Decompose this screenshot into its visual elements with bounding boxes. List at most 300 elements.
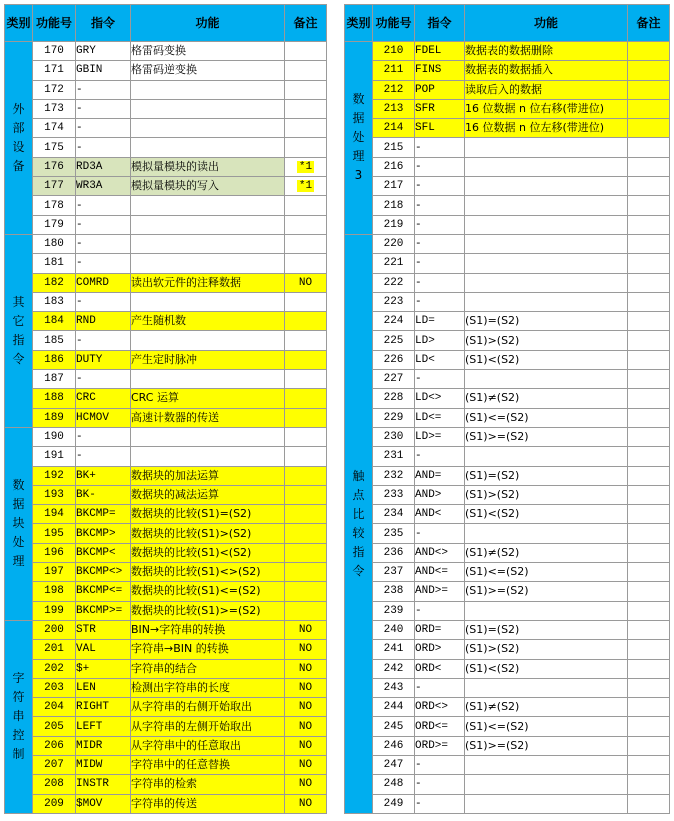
- function-description-cell: 字符串的结合: [131, 659, 285, 678]
- function-number-cell: 190: [33, 427, 76, 446]
- table-row: [5, 601, 327, 620]
- table-row: [5, 582, 327, 601]
- table-row: [345, 698, 670, 717]
- note-cell: [285, 408, 327, 427]
- function-number-cell: 224: [373, 312, 415, 331]
- function-number-cell: 203: [33, 678, 76, 697]
- note-cell: [285, 138, 327, 157]
- function-description-cell: [131, 427, 285, 446]
- note-cell: [628, 292, 670, 311]
- header-number: 功能号: [373, 5, 415, 42]
- instruction-cell: -: [76, 331, 131, 350]
- category-label: 其它指令: [12, 294, 25, 366]
- header-function: 功能: [465, 5, 628, 42]
- function-description-cell: [131, 447, 285, 466]
- table-row: [345, 601, 670, 620]
- instruction-cell: -: [415, 678, 465, 697]
- instruction-cell: AND<>: [415, 543, 465, 562]
- table-row: [345, 736, 670, 755]
- function-description-cell: (S1)>=(S2): [465, 427, 628, 446]
- function-description-cell: (S1)<=(S2): [465, 717, 628, 736]
- instruction-cell: VAL: [76, 640, 131, 659]
- function-number-cell: 204: [33, 698, 76, 717]
- note-cell: NO: [285, 640, 327, 659]
- table-row: [345, 177, 670, 196]
- note-cell: NO: [285, 775, 327, 794]
- function-number-cell: 241: [373, 640, 415, 659]
- table-row: [345, 678, 670, 697]
- header-number: 功能号: [33, 5, 76, 42]
- instruction-cell: LD>=: [415, 427, 465, 446]
- function-description-cell: [465, 755, 628, 774]
- function-description-cell: 模拟量模块的写入: [131, 177, 285, 196]
- table-row: [5, 177, 327, 196]
- function-description-cell: 高速计数器的传送: [131, 408, 285, 427]
- function-description-cell: 数据块的比较(S1)=(S2): [131, 505, 285, 524]
- instruction-cell: -: [76, 80, 131, 99]
- header-instruction: 指令: [415, 5, 465, 42]
- table-row: [345, 80, 670, 99]
- note-marker: *1: [298, 180, 313, 193]
- function-number-cell: 201: [33, 640, 76, 659]
- function-description-cell: 字符串的传送: [131, 794, 285, 813]
- note-cell: [285, 563, 327, 582]
- note-cell: [628, 80, 670, 99]
- note-cell: [285, 505, 327, 524]
- instruction-cell: ORD<: [415, 659, 465, 678]
- table-row: [5, 524, 327, 543]
- instruction-cell: -: [415, 370, 465, 389]
- table-row: [5, 466, 327, 485]
- instruction-cell: WR3A: [76, 177, 131, 196]
- note-cell: [285, 582, 327, 601]
- table-row: [345, 408, 670, 427]
- function-number-cell: 225: [373, 331, 415, 350]
- instruction-cell: -: [415, 601, 465, 620]
- function-description-cell: [465, 215, 628, 234]
- instruction-cell: AND<=: [415, 563, 465, 582]
- instruction-cell: $+: [76, 659, 131, 678]
- table-row: [345, 524, 670, 543]
- table-row: [345, 582, 670, 601]
- table-row: [5, 485, 327, 504]
- table-header-row: [5, 5, 327, 42]
- category-cell: [5, 620, 33, 813]
- function-number-cell: 178: [33, 196, 76, 215]
- instruction-cell: BKCMP<=: [76, 582, 131, 601]
- table-row: [345, 157, 670, 176]
- header-instruction: 指令: [76, 5, 131, 42]
- table-row: [345, 61, 670, 80]
- note-cell: [628, 99, 670, 118]
- category-label: 数据块处理: [12, 478, 25, 569]
- note-cell: [285, 543, 327, 562]
- function-number-cell: 243: [373, 678, 415, 697]
- note-cell: [628, 620, 670, 639]
- table-row: [5, 563, 327, 582]
- function-description-cell: 格雷码逆变换: [131, 61, 285, 80]
- category-label: 触点比较指令: [352, 468, 365, 578]
- function-description-cell: [131, 138, 285, 157]
- note-cell: [285, 427, 327, 446]
- note-cell: NO: [285, 717, 327, 736]
- function-description-cell: 数据表的数据删除: [465, 42, 628, 61]
- table-header-row: [345, 5, 670, 42]
- note-cell: [628, 601, 670, 620]
- table-row: [345, 119, 670, 138]
- instruction-cell: ORD>: [415, 640, 465, 659]
- function-number-cell: 230: [373, 427, 415, 446]
- function-number-cell: 222: [373, 273, 415, 292]
- function-description-cell: [465, 273, 628, 292]
- table-row: [5, 61, 327, 80]
- instruction-cell: RD3A: [76, 157, 131, 176]
- function-description-cell: 读取后入的数据: [465, 80, 628, 99]
- function-number-cell: 220: [373, 234, 415, 253]
- function-number-cell: 245: [373, 717, 415, 736]
- function-number-cell: 244: [373, 698, 415, 717]
- note-cell: [285, 99, 327, 118]
- function-description-cell: (S1)<=(S2): [465, 563, 628, 582]
- note-cell: [285, 466, 327, 485]
- instruction-cell: FINS: [415, 61, 465, 80]
- function-number-cell: 215: [373, 138, 415, 157]
- note-cell: [628, 389, 670, 408]
- function-number-cell: 211: [373, 61, 415, 80]
- table-row: [5, 640, 327, 659]
- function-number-cell: 207: [33, 755, 76, 774]
- function-number-cell: 237: [373, 563, 415, 582]
- note-cell: [285, 234, 327, 253]
- instruction-cell: -: [415, 254, 465, 273]
- function-description-cell: 16 位数据 n 位左移(带进位): [465, 119, 628, 138]
- function-description-cell: 数据表的数据插入: [465, 61, 628, 80]
- function-number-cell: 175: [33, 138, 76, 157]
- note-cell: [628, 273, 670, 292]
- table-row: [5, 794, 327, 813]
- table-row: [5, 620, 327, 639]
- table-row: [5, 119, 327, 138]
- function-description-cell: [131, 80, 285, 99]
- table-row: [345, 196, 670, 215]
- table-row: [345, 427, 670, 446]
- function-description-cell: 检测出字符串的长度: [131, 678, 285, 697]
- function-number-cell: 248: [373, 775, 415, 794]
- table-row: [345, 775, 670, 794]
- note-cell: [285, 312, 327, 331]
- instruction-cell: INSTR: [76, 775, 131, 794]
- function-description-cell: [465, 196, 628, 215]
- instruction-cell: BK+: [76, 466, 131, 485]
- function-number-cell: 180: [33, 234, 76, 253]
- table-row: [345, 466, 670, 485]
- function-number-cell: 199: [33, 601, 76, 620]
- instruction-cell: BKCMP>: [76, 524, 131, 543]
- function-number-cell: 228: [373, 389, 415, 408]
- function-number-cell: 206: [33, 736, 76, 755]
- function-description-cell: [465, 775, 628, 794]
- instruction-cell: LD<: [415, 350, 465, 369]
- table-row: [345, 485, 670, 504]
- instruction-cell: -: [415, 215, 465, 234]
- instruction-cell: MIDW: [76, 755, 131, 774]
- function-description-cell: 模拟量模块的读出: [131, 157, 285, 176]
- note-cell: [628, 119, 670, 138]
- function-description-cell: [465, 678, 628, 697]
- function-description-cell: (S1)≠(S2): [465, 698, 628, 717]
- function-description-cell: 数据块的比较(S1)>(S2): [131, 524, 285, 543]
- instruction-cell: LD<>: [415, 389, 465, 408]
- function-number-cell: 179: [33, 215, 76, 234]
- instruction-cell: -: [415, 177, 465, 196]
- function-number-cell: 192: [33, 466, 76, 485]
- function-number-cell: 249: [373, 794, 415, 813]
- instruction-cell: DUTY: [76, 350, 131, 369]
- table-row: [345, 755, 670, 774]
- function-number-cell: 176: [33, 157, 76, 176]
- function-description-cell: 数据块的减法运算: [131, 485, 285, 504]
- category-cell: [345, 42, 373, 235]
- function-number-cell: 218: [373, 196, 415, 215]
- table-row: [5, 736, 327, 755]
- function-description-cell: 从字符串的左侧开始取出: [131, 717, 285, 736]
- instruction-table-right: [344, 4, 670, 814]
- note-cell: [628, 678, 670, 697]
- table-row: [345, 620, 670, 639]
- function-description-cell: [131, 331, 285, 350]
- note-cell: [628, 447, 670, 466]
- instruction-table-left: [4, 4, 327, 814]
- instruction-cell: -: [415, 234, 465, 253]
- function-description-cell: 16 位数据 n 位右移(带进位): [465, 99, 628, 118]
- instruction-cell: -: [415, 273, 465, 292]
- table-row: [5, 389, 327, 408]
- function-number-cell: 232: [373, 466, 415, 485]
- table-row: [345, 292, 670, 311]
- function-number-cell: 240: [373, 620, 415, 639]
- note-cell: [628, 466, 670, 485]
- note-cell: [628, 331, 670, 350]
- function-number-cell: 183: [33, 292, 76, 311]
- table-row: [5, 755, 327, 774]
- function-description-cell: (S1)=(S2): [465, 466, 628, 485]
- function-number-cell: 216: [373, 157, 415, 176]
- function-description-cell: (S1)>=(S2): [465, 582, 628, 601]
- function-description-cell: (S1)=(S2): [465, 620, 628, 639]
- function-description-cell: (S1)<(S2): [465, 659, 628, 678]
- header-category: 类别: [345, 5, 373, 42]
- function-description-cell: 数据块的加法运算: [131, 466, 285, 485]
- note-cell: [285, 447, 327, 466]
- note-cell: [285, 331, 327, 350]
- function-number-cell: 193: [33, 485, 76, 504]
- function-description-cell: [131, 99, 285, 118]
- function-number-cell: 188: [33, 389, 76, 408]
- note-cell: [628, 196, 670, 215]
- instruction-cell: BKCMP<: [76, 543, 131, 562]
- category-cell: [5, 42, 33, 235]
- note-cell: NO: [285, 736, 327, 755]
- table-row: [345, 138, 670, 157]
- function-number-cell: 194: [33, 505, 76, 524]
- table-row: [5, 196, 327, 215]
- table-row: [5, 775, 327, 794]
- instruction-cell: BK-: [76, 485, 131, 504]
- function-description-cell: [131, 215, 285, 234]
- note-cell: [628, 61, 670, 80]
- function-description-cell: (S1)>(S2): [465, 640, 628, 659]
- instruction-cell: LEN: [76, 678, 131, 697]
- table-row: [5, 505, 327, 524]
- instruction-cell: ORD=: [415, 620, 465, 639]
- function-number-cell: 214: [373, 119, 415, 138]
- note-cell: [285, 254, 327, 273]
- function-number-cell: 233: [373, 485, 415, 504]
- header-function: 功能: [131, 5, 285, 42]
- note-cell: [628, 755, 670, 774]
- function-number-cell: 186: [33, 350, 76, 369]
- function-number-cell: 247: [373, 755, 415, 774]
- note-cell: [628, 157, 670, 176]
- table-row: [5, 292, 327, 311]
- instruction-cell: GRY: [76, 42, 131, 61]
- function-number-cell: 234: [373, 505, 415, 524]
- instruction-cell: STR: [76, 620, 131, 639]
- function-description-cell: 从字符串中的任意取出: [131, 736, 285, 755]
- function-description-cell: 字符串中的任意替换: [131, 755, 285, 774]
- function-description-cell: 读出软元件的注释数据: [131, 273, 285, 292]
- table-row: [5, 659, 327, 678]
- instruction-cell: BKCMP<>: [76, 563, 131, 582]
- function-number-cell: 200: [33, 620, 76, 639]
- note-cell: [628, 485, 670, 504]
- instruction-cell: CRC: [76, 389, 131, 408]
- function-description-cell: (S1)<=(S2): [465, 408, 628, 427]
- function-number-cell: 210: [373, 42, 415, 61]
- table-row: [345, 350, 670, 369]
- note-cell: [628, 775, 670, 794]
- function-description-cell: BIN→字符串的转换: [131, 620, 285, 639]
- note-cell: [285, 177, 327, 196]
- table-row: [345, 563, 670, 582]
- instruction-cell: -: [76, 427, 131, 446]
- note-cell: [628, 408, 670, 427]
- instruction-cell: LD=: [415, 312, 465, 331]
- instruction-cell: LEFT: [76, 717, 131, 736]
- instruction-cell: LD<=: [415, 408, 465, 427]
- function-description-cell: 产生随机数: [131, 312, 285, 331]
- note-cell: [628, 350, 670, 369]
- note-cell: [285, 524, 327, 543]
- category-cell: [5, 427, 33, 620]
- instruction-cell: -: [415, 524, 465, 543]
- table-row: [5, 254, 327, 273]
- instruction-cell: -: [415, 794, 465, 813]
- category-label: 字符串控制: [12, 671, 25, 762]
- instruction-cell: RIGHT: [76, 698, 131, 717]
- table-row: [345, 659, 670, 678]
- note-cell: [285, 215, 327, 234]
- function-description-cell: (S1)=(S2): [465, 312, 628, 331]
- function-description-cell: [465, 292, 628, 311]
- function-number-cell: 229: [373, 408, 415, 427]
- instruction-cell: -: [76, 196, 131, 215]
- note-cell: [285, 80, 327, 99]
- function-number-cell: 182: [33, 273, 76, 292]
- note-cell: [628, 659, 670, 678]
- function-number-cell: 239: [373, 601, 415, 620]
- note-cell: [285, 350, 327, 369]
- function-number-cell: 235: [373, 524, 415, 543]
- note-cell: [285, 485, 327, 504]
- function-description-cell: (S1)<(S2): [465, 505, 628, 524]
- instruction-cell: -: [76, 447, 131, 466]
- instruction-cell: -: [76, 119, 131, 138]
- function-description-cell: (S1)>(S2): [465, 331, 628, 350]
- function-description-cell: [465, 177, 628, 196]
- instruction-cell: ORD>=: [415, 736, 465, 755]
- function-number-cell: 217: [373, 177, 415, 196]
- table-row: [5, 331, 327, 350]
- table-row: [5, 370, 327, 389]
- table-row: [345, 505, 670, 524]
- function-number-cell: 187: [33, 370, 76, 389]
- category-label: 数据处理 3: [352, 92, 365, 183]
- instruction-cell: COMRD: [76, 273, 131, 292]
- function-description-cell: 格雷码变换: [131, 42, 285, 61]
- function-description-cell: [131, 370, 285, 389]
- instruction-cell: GBIN: [76, 61, 131, 80]
- function-description-cell: [131, 292, 285, 311]
- function-number-cell: 227: [373, 370, 415, 389]
- instruction-cell: SFL: [415, 119, 465, 138]
- function-description-cell: 产生定时脉冲: [131, 350, 285, 369]
- function-number-cell: 195: [33, 524, 76, 543]
- table-row: [345, 42, 670, 61]
- instruction-cell: -: [415, 157, 465, 176]
- note-cell: [285, 157, 327, 176]
- instruction-cell: $MOV: [76, 794, 131, 813]
- table-row: [5, 543, 327, 562]
- table-row: [5, 408, 327, 427]
- note-cell: [628, 524, 670, 543]
- table-row: [5, 698, 327, 717]
- instruction-cell: AND=: [415, 466, 465, 485]
- function-description-cell: 从字符串的右侧开始取出: [131, 698, 285, 717]
- note-cell: [285, 42, 327, 61]
- instruction-cell: -: [415, 138, 465, 157]
- table-row: [345, 273, 670, 292]
- table-row: [5, 447, 327, 466]
- table-row: [5, 80, 327, 99]
- function-number-cell: 209: [33, 794, 76, 813]
- function-description-cell: 数据块的比较(S1)<=(S2): [131, 582, 285, 601]
- category-cell: [5, 234, 33, 427]
- note-cell: [628, 640, 670, 659]
- function-description-cell: [131, 234, 285, 253]
- note-cell: [628, 234, 670, 253]
- instruction-cell: -: [76, 99, 131, 118]
- instruction-cell: ORD<=: [415, 717, 465, 736]
- function-number-cell: 238: [373, 582, 415, 601]
- function-number-cell: 171: [33, 61, 76, 80]
- function-description-cell: (S1)≠(S2): [465, 389, 628, 408]
- table-row: [5, 42, 327, 61]
- function-number-cell: 213: [373, 99, 415, 118]
- table-row: [5, 427, 327, 446]
- instruction-cell: -: [76, 370, 131, 389]
- function-number-cell: 212: [373, 80, 415, 99]
